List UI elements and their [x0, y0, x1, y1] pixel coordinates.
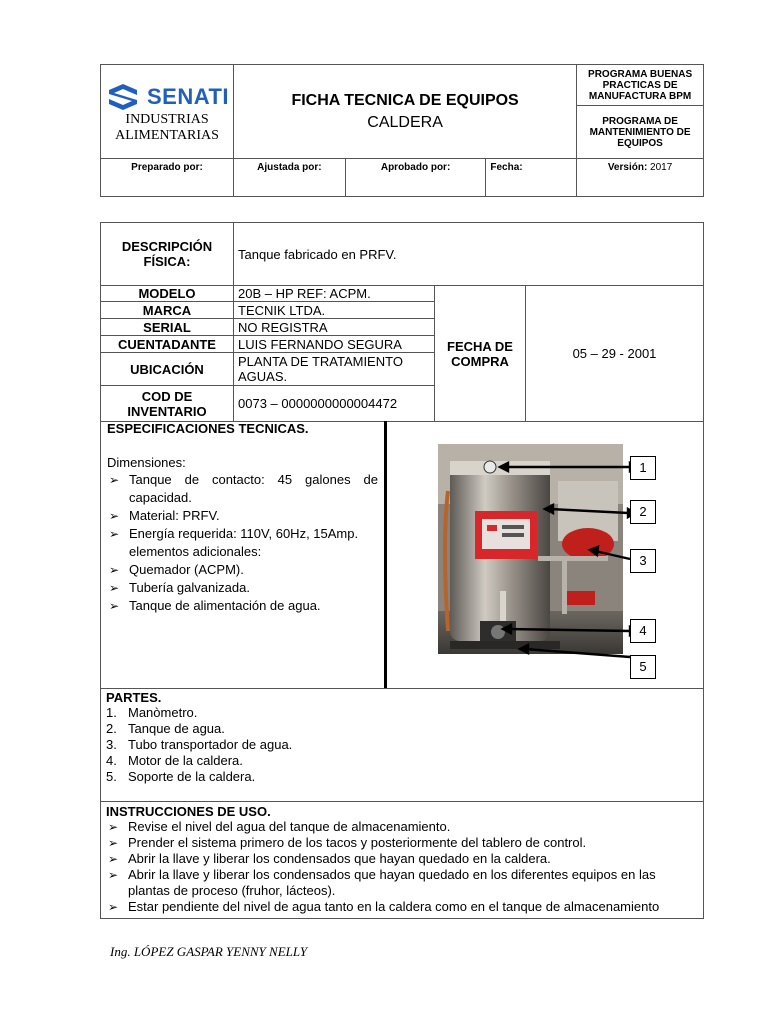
callout-2: 2	[630, 500, 656, 524]
cuentadante-label: CUENTADANTE	[101, 336, 234, 353]
ubicacion-label: UBICACIÓN	[101, 353, 234, 386]
part-item: 2. Tanque de agua.	[106, 721, 225, 736]
callout-1: 1	[630, 456, 656, 480]
spec-item: ➢ Energía requerida: 110V, 60Hz, 15Amp. elementos adicionales:	[107, 525, 378, 561]
version-cell: Versión: 2017	[577, 159, 704, 197]
instruction-item: ➢ Revise el nivel del agua del tanque de almacenamiento.	[106, 819, 698, 835]
instruction-item: ➢ Abrir la llave y liberar los condensados que hayan quedado en la caldera.	[106, 851, 698, 867]
senati-logo	[105, 82, 229, 112]
title-cell	[234, 65, 577, 159]
adjusted-by-cell: Ajustada por:	[234, 159, 346, 197]
serial-value: NO REGISTRA	[234, 319, 435, 336]
modelo-value: 20B – HP REF: ACPM.	[234, 286, 435, 302]
date-cell: Fecha:	[486, 159, 577, 197]
serial-label: SERIAL	[101, 319, 234, 336]
spec-item: ➢ Tubería galvanizada.	[107, 579, 378, 597]
document-subtitle: CALDERA	[367, 113, 443, 131]
logo-cell	[101, 65, 234, 159]
boiler-photo	[390, 421, 703, 688]
boiler-photo-area	[390, 421, 703, 688]
instruction-item: ➢ Abrir la llave y liberar los condensados que hayan quedado en los diferentes equipos en las plantas de proceso (fruhor, lácteos).	[106, 867, 698, 899]
program-bpm: PROGRAMA BUENAS PRACTICAS DE MANUFACTURA BPM	[577, 65, 704, 106]
modelo-label: MODELO	[101, 286, 234, 302]
cuentadante-value: LUIS FERNANDO SEGURA	[234, 336, 435, 353]
cod-inventario-label: COD DE INVENTARIO	[101, 386, 234, 422]
prepared-by-cell: Preparado por:	[101, 159, 234, 197]
instruction-item: ➢ Estar pendiente del nivel de agua tanto en la caldera como en el tanque de almacenamiento	[106, 899, 698, 915]
specifications-section	[100, 421, 704, 689]
fecha-compra-label: FECHA DE COMPRA	[435, 286, 526, 422]
ubicacion-value: PLANTA DE TRATAMIENTO AGUAS.	[234, 353, 435, 386]
specifications-title: ESPECIFICACIONES TECNICAS.	[107, 421, 309, 436]
instructions-section	[100, 801, 704, 919]
parts-list	[106, 705, 698, 785]
author-footer: Ing. LÓPEZ GASPAR YENNY NELLY	[110, 944, 308, 959]
dimensions-label: Dimensiones:	[107, 455, 186, 470]
specifications-text	[101, 421, 387, 688]
callout-3: 3	[630, 549, 656, 573]
cod-inventario-value: 0073 – 0000000000004472	[234, 386, 435, 422]
instructions-title: INSTRUCCIONES DE USO.	[106, 804, 271, 819]
header-table	[100, 64, 704, 197]
logo-text: SENATI	[147, 83, 230, 109]
parts-section	[100, 688, 704, 802]
instructions-list	[106, 819, 698, 915]
department-name: INDUSTRIAS ALIMENTARIAS	[115, 111, 219, 143]
document-title: FICHA TECNICA DE EQUIPOS	[291, 91, 519, 109]
spec-item: ➢ Quemador (ACPM).	[107, 561, 378, 579]
part-item: 4. Motor de la caldera.	[106, 753, 243, 768]
spec-item: ➢ Tanque de contacto: 45 galones de capacidad.	[107, 471, 378, 507]
specifications-list	[107, 471, 378, 615]
description-value: Tanque fabricado en PRFV.	[234, 223, 704, 286]
spec-item: ➢ Tanque de alimentación de agua.	[107, 597, 378, 615]
part-item: 3. Tubo transportador de agua.	[106, 737, 293, 752]
callout-4: 4	[630, 619, 656, 643]
marca-label: MARCA	[101, 302, 234, 319]
part-item: 1. Manòmetro.	[106, 705, 198, 720]
parts-title: PARTES.	[106, 690, 162, 705]
instruction-item: ➢ Prender el sistema primero de los tacos y posteriormente del tablero de control.	[106, 835, 698, 851]
equipment-info-table	[100, 222, 704, 422]
description-label: DESCRIPCIÓN FÍSICA:	[101, 223, 234, 286]
program-mantenimiento: PROGRAMA DE MANTENIMIENTO DE EQUIPOS	[577, 106, 704, 159]
approved-by-cell: Aprobado por:	[345, 159, 486, 197]
part-item: 5. Soporte de la caldera.	[106, 769, 256, 784]
spec-item: ➢ Material: PRFV.	[107, 507, 378, 525]
callout-5: 5	[630, 655, 656, 679]
marca-value: TECNIK LTDA.	[234, 302, 435, 319]
fecha-compra-value: 05 – 29 - 2001	[526, 286, 704, 422]
senati-logo-icon	[105, 82, 141, 112]
